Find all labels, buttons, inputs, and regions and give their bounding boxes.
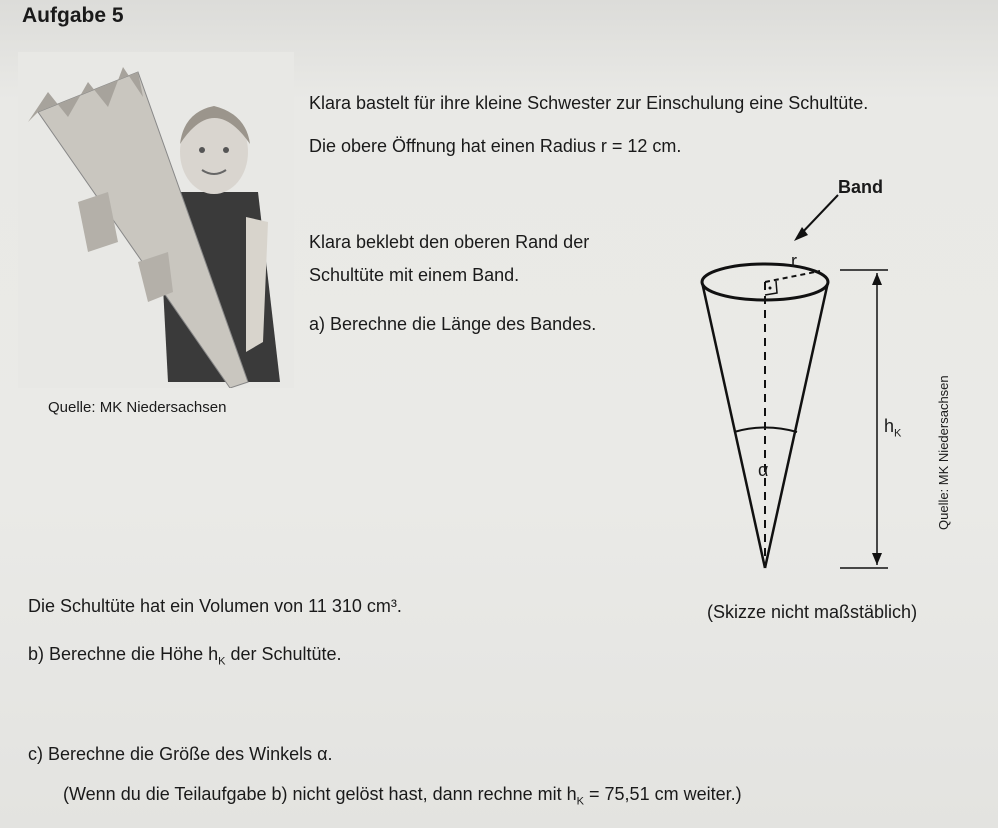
band-text-line-2: Schultüte mit einem Band. [309, 265, 520, 285]
photo-girl-with-schooltuete [18, 52, 294, 388]
cone-side-left [702, 282, 765, 568]
alpha-label: α [758, 460, 769, 480]
question-b-sub: K [218, 655, 226, 668]
right-angle-dot [769, 287, 772, 290]
height-label-sub: K [894, 427, 902, 440]
band-text-line-1: Klara beklebt den oberen Rand der [309, 232, 590, 252]
question-c: c) Berechne die Größe des Winkels α. [28, 744, 333, 764]
height-label [884, 416, 901, 440]
intro-line-1: Klara bastelt für ihre kleine Schwester zur Einschulung eine Schultüte. [309, 93, 869, 113]
question-c-note [63, 784, 742, 808]
question-b-prefix: b) Berechne die Höhe h [28, 644, 219, 664]
intro-line-2: Die obere Öffnung hat einen Radius r = 12 cm. [309, 136, 682, 156]
question-c-note-prefix: (Wenn du die Teilaufgabe b) nicht gelöst hast, dann rechne mit h [63, 784, 577, 804]
task-title: Aufgabe 5 [22, 4, 124, 27]
hk-arrow-bottom [872, 553, 882, 565]
cone-sketch [690, 185, 900, 585]
volume-text: Die Schultüte hat ein Volumen von 11 310 cm³. [28, 596, 402, 616]
radius-label: r [791, 251, 797, 271]
sketch-note: (Skizze nicht maßstäblich) [707, 602, 918, 622]
hk-arrow-top [872, 273, 882, 285]
question-b-suffix: der Schultüte. [225, 644, 342, 664]
radius-line [765, 271, 820, 282]
sketch-source: Quelle: MK Niedersachsen [936, 375, 951, 530]
band-label: Band [838, 177, 883, 197]
question-b [28, 644, 342, 668]
photo-source: Quelle: MK Niedersachsen [48, 399, 227, 416]
question-c-note-suffix: = 75,51 cm weiter.) [584, 784, 742, 804]
question-c-note-sub: K [576, 795, 585, 808]
question-a: a) Berechne die Länge des Bandes. [309, 314, 597, 334]
cone-side-right [765, 282, 828, 568]
height-label-main: h [884, 416, 895, 436]
